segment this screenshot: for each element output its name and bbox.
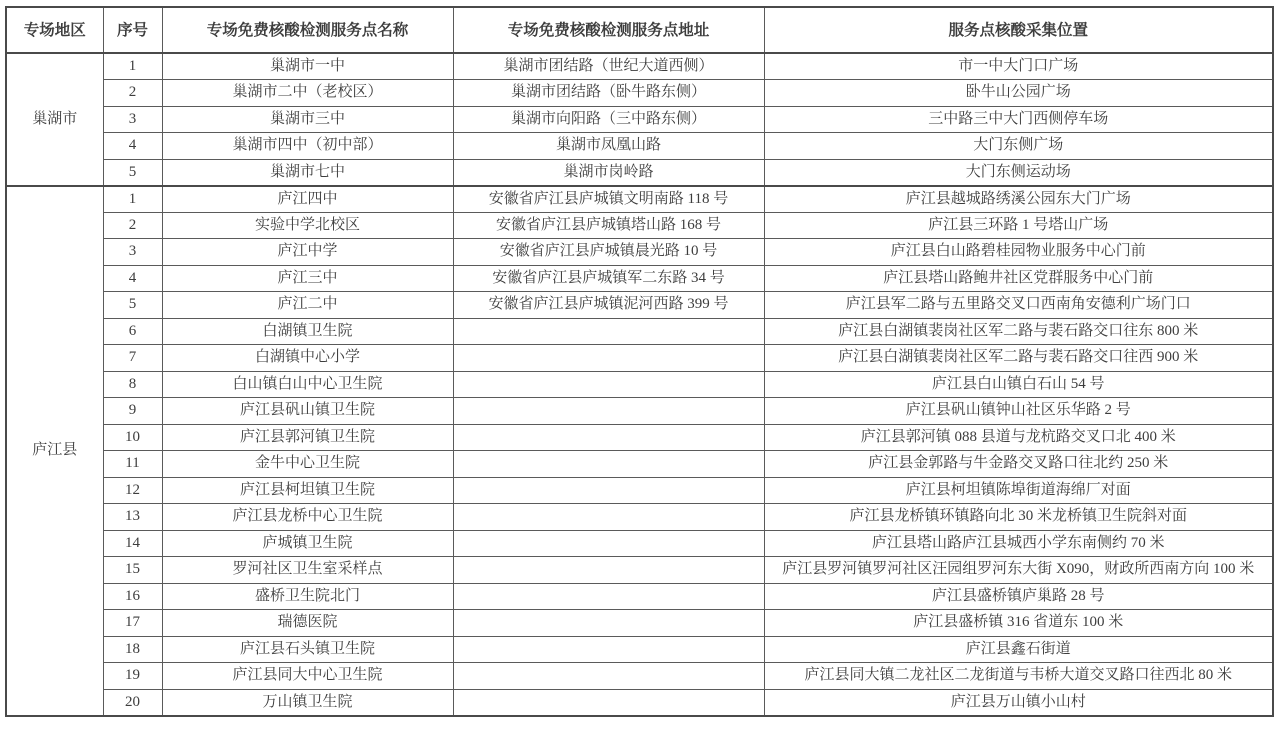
table-row	[6, 451, 1273, 478]
table-row	[6, 530, 1273, 557]
collection-location-cell: 庐江县盛桥镇庐巢路 28 号	[764, 583, 1273, 610]
table-row	[6, 636, 1273, 663]
collection-location-cell: 庐江县白湖镇裴岗社区军二路与裴石路交口往西 900 米	[764, 345, 1273, 372]
table-row	[6, 239, 1273, 266]
site-name-cell: 庐江二中	[162, 292, 453, 319]
table-header	[6, 7, 1273, 53]
row-number-cell: 6	[103, 318, 162, 345]
site-address-cell	[453, 318, 764, 345]
site-address-cell	[453, 557, 764, 584]
site-address-cell: 巢湖市凤凰山路	[453, 133, 764, 160]
site-address-cell	[453, 583, 764, 610]
region-cell: 庐江县	[6, 186, 103, 716]
collection-location-cell: 市一中大门口广场	[764, 53, 1273, 80]
site-address-cell	[453, 636, 764, 663]
collection-location-cell: 庐江县柯坦镇陈埠街道海绵厂对面	[764, 477, 1273, 504]
site-name-cell: 庐江县柯坦镇卫生院	[162, 477, 453, 504]
row-number-cell: 13	[103, 504, 162, 531]
table-row	[6, 689, 1273, 716]
row-number-cell: 10	[103, 424, 162, 451]
collection-location-cell: 庐江县万山镇小山村	[764, 689, 1273, 716]
row-number-cell: 3	[103, 106, 162, 133]
collection-location-cell: 庐江县塔山路鲍井社区党群服务中心门前	[764, 265, 1273, 292]
site-address-cell	[453, 610, 764, 637]
site-name-cell: 巢湖市四中（初中部）	[162, 133, 453, 160]
row-number-cell: 19	[103, 663, 162, 690]
table-row	[6, 265, 1273, 292]
site-address-cell	[453, 371, 764, 398]
table-row	[6, 345, 1273, 372]
row-number-cell: 1	[103, 186, 162, 213]
site-name-cell: 实验中学北校区	[162, 212, 453, 239]
header-site-name: 专场免费核酸检测服务点名称	[162, 7, 453, 53]
table-row	[6, 186, 1273, 213]
site-name-cell: 庐城镇卫生院	[162, 530, 453, 557]
row-number-cell: 14	[103, 530, 162, 557]
header-site-address: 专场免费核酸检测服务点地址	[453, 7, 764, 53]
collection-location-cell: 庐江县郭河镇 088 县道与龙杭路交叉口北 400 米	[764, 424, 1273, 451]
table-row	[6, 477, 1273, 504]
row-number-cell: 20	[103, 689, 162, 716]
collection-location-cell: 庐江县军二路与五里路交叉口西南角安德利广场门口	[764, 292, 1273, 319]
table-row	[6, 133, 1273, 160]
site-name-cell: 庐江县石头镇卫生院	[162, 636, 453, 663]
site-address-cell: 巢湖市岗岭路	[453, 159, 764, 186]
collection-location-cell: 庐江县金郭路与牛金路交叉路口往北约 250 米	[764, 451, 1273, 478]
collection-location-cell: 庐江县龙桥镇环镇路向北 30 米龙桥镇卫生院斜对面	[764, 504, 1273, 531]
row-number-cell: 2	[103, 212, 162, 239]
table-row	[6, 424, 1273, 451]
table-row	[6, 80, 1273, 107]
collection-location-cell: 三中路三中大门西侧停车场	[764, 106, 1273, 133]
header-serial-number: 序号	[103, 7, 162, 53]
site-name-cell: 巢湖市二中（老校区）	[162, 80, 453, 107]
collection-location-cell: 庐江县同大镇二龙社区二龙街道与韦桥大道交叉路口往西北 80 米	[764, 663, 1273, 690]
row-number-cell: 15	[103, 557, 162, 584]
site-address-cell: 巢湖市团结路（卧牛路东侧）	[453, 80, 764, 107]
header-region: 专场地区	[6, 7, 103, 53]
testing-sites-table	[5, 6, 1274, 717]
row-number-cell: 12	[103, 477, 162, 504]
table-row	[6, 212, 1273, 239]
header-row	[6, 7, 1273, 53]
site-address-cell	[453, 345, 764, 372]
region-cell: 巢湖市	[6, 53, 103, 186]
site-address-cell	[453, 398, 764, 425]
site-address-cell: 安徽省庐江县庐城镇泥河西路 399 号	[453, 292, 764, 319]
site-name-cell: 罗河社区卫生室采样点	[162, 557, 453, 584]
site-address-cell	[453, 477, 764, 504]
site-name-cell: 庐江县郭河镇卫生院	[162, 424, 453, 451]
collection-location-cell: 庐江县盛桥镇 316 省道东 100 米	[764, 610, 1273, 637]
site-name-cell: 盛桥卫生院北门	[162, 583, 453, 610]
row-number-cell: 1	[103, 53, 162, 80]
collection-location-cell: 庐江县白湖镇裴岗社区军二路与裴石路交口往东 800 米	[764, 318, 1273, 345]
table-row	[6, 106, 1273, 133]
site-address-cell: 安徽省庐江县庐城镇军二东路 34 号	[453, 265, 764, 292]
site-name-cell: 白湖镇卫生院	[162, 318, 453, 345]
table-row	[6, 504, 1273, 531]
row-number-cell: 2	[103, 80, 162, 107]
table-row	[6, 583, 1273, 610]
row-number-cell: 8	[103, 371, 162, 398]
collection-location-cell: 卧牛山公园广场	[764, 80, 1273, 107]
site-address-cell: 巢湖市向阳路（三中路东侧）	[453, 106, 764, 133]
site-name-cell: 金牛中心卫生院	[162, 451, 453, 478]
header-collection-location: 服务点核酸采集位置	[764, 7, 1273, 53]
site-address-cell: 安徽省庐江县庐城镇晨光路 10 号	[453, 239, 764, 266]
site-name-cell: 庐江中学	[162, 239, 453, 266]
row-number-cell: 3	[103, 239, 162, 266]
table-row	[6, 663, 1273, 690]
site-name-cell: 万山镇卫生院	[162, 689, 453, 716]
site-address-cell	[453, 451, 764, 478]
row-number-cell: 7	[103, 345, 162, 372]
table-row	[6, 557, 1273, 584]
row-number-cell: 9	[103, 398, 162, 425]
collection-location-cell: 庐江县塔山路庐江县城西小学东南侧约 70 米	[764, 530, 1273, 557]
collection-location-cell: 大门东侧运动场	[764, 159, 1273, 186]
table-row	[6, 371, 1273, 398]
site-name-cell: 庐江县矾山镇卫生院	[162, 398, 453, 425]
collection-location-cell: 庐江县矾山镇钟山社区乐华路 2 号	[764, 398, 1273, 425]
site-address-cell	[453, 424, 764, 451]
site-name-cell: 庐江三中	[162, 265, 453, 292]
collection-location-cell: 庐江县鑫石街道	[764, 636, 1273, 663]
site-name-cell: 白山镇白山中心卫生院	[162, 371, 453, 398]
site-address-cell: 安徽省庐江县庐城镇文明南路 118 号	[453, 186, 764, 213]
row-number-cell: 5	[103, 159, 162, 186]
table-row	[6, 398, 1273, 425]
site-address-cell: 巢湖市团结路（世纪大道西侧）	[453, 53, 764, 80]
site-name-cell: 瑞德医院	[162, 610, 453, 637]
site-address-cell	[453, 689, 764, 716]
table-row	[6, 159, 1273, 186]
row-number-cell: 17	[103, 610, 162, 637]
collection-location-cell: 庐江县三环路 1 号塔山广场	[764, 212, 1273, 239]
collection-location-cell: 大门东侧广场	[764, 133, 1273, 160]
table-row	[6, 318, 1273, 345]
row-number-cell: 4	[103, 265, 162, 292]
site-address-cell: 安徽省庐江县庐城镇塔山路 168 号	[453, 212, 764, 239]
site-address-cell	[453, 530, 764, 557]
site-name-cell: 巢湖市七中	[162, 159, 453, 186]
site-name-cell: 庐江四中	[162, 186, 453, 213]
site-address-cell	[453, 663, 764, 690]
collection-location-cell: 庐江县白山镇白石山 54 号	[764, 371, 1273, 398]
site-name-cell: 庐江县同大中心卫生院	[162, 663, 453, 690]
table-row	[6, 610, 1273, 637]
table-row	[6, 292, 1273, 319]
row-number-cell: 11	[103, 451, 162, 478]
collection-location-cell: 庐江县罗河镇罗河社区汪园组罗河东大街 X090，财政所西南方向 100 米	[764, 557, 1273, 584]
row-number-cell: 16	[103, 583, 162, 610]
site-address-cell	[453, 504, 764, 531]
site-name-cell: 巢湖市三中	[162, 106, 453, 133]
site-name-cell: 巢湖市一中	[162, 53, 453, 80]
collection-location-cell: 庐江县越城路绣溪公园东大门广场	[764, 186, 1273, 213]
site-name-cell: 庐江县龙桥中心卫生院	[162, 504, 453, 531]
collection-location-cell: 庐江县白山路碧桂园物业服务中心门前	[764, 239, 1273, 266]
table-row	[6, 53, 1273, 80]
row-number-cell: 18	[103, 636, 162, 663]
table-body	[6, 53, 1273, 716]
site-name-cell: 白湖镇中心小学	[162, 345, 453, 372]
row-number-cell: 4	[103, 133, 162, 160]
row-number-cell: 5	[103, 292, 162, 319]
